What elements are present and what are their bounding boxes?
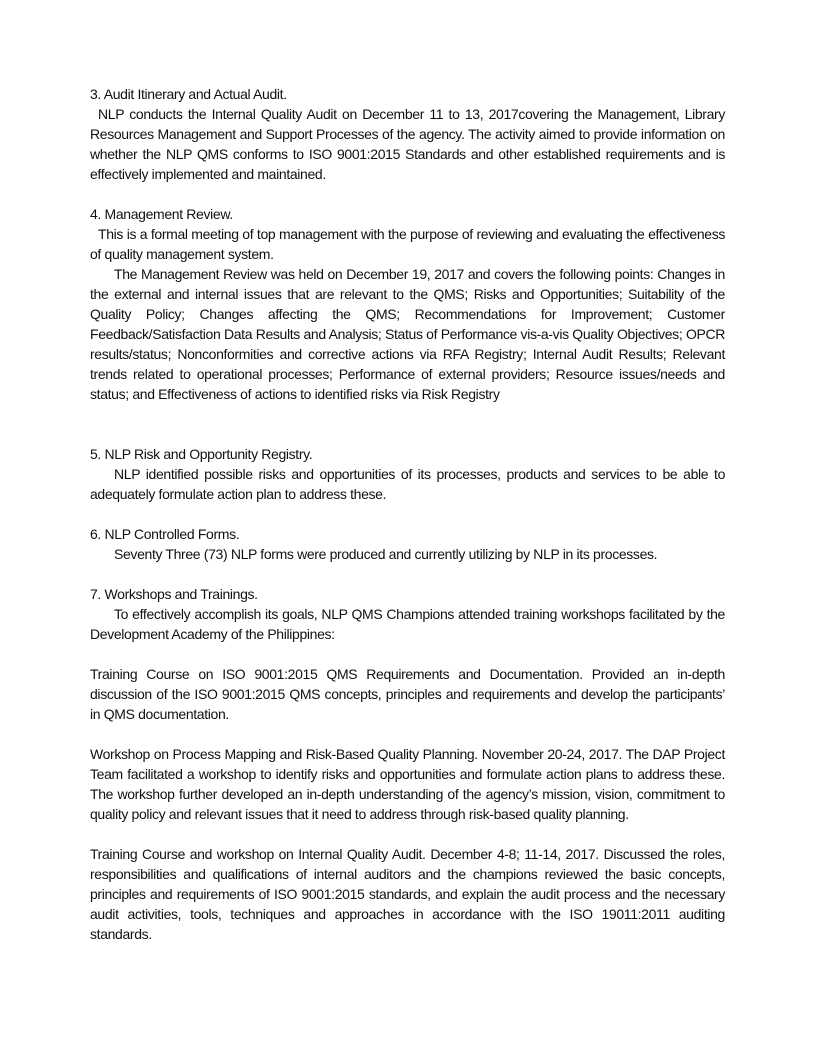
section-heading: 4. Management Review. (90, 206, 233, 222)
section-controlled-forms (90, 524, 725, 564)
section-audit-itinerary (90, 84, 725, 184)
section-paragraph: NLP conducts the Internal Quality Audit on December 11 to 13, 2017covering the Management, Library Resources Management and Support Processes of the agency. The activity aimed to provide information on whether the NLP QMS conforms to ISO 9001:2015 Standards and other established requirements and is effectively implemented and maintained. (90, 106, 725, 182)
section-paragraph: To effectively accomplish its goals, NLP QMS Champions attended training workshops facilitated by the Development Academy of the Philippines: (90, 606, 725, 642)
document-page (90, 84, 725, 944)
section-risk-registry (90, 444, 725, 504)
section-paragraph: This is a formal meeting of top management with the purpose of reviewing and evaluating the effectiveness of quality management system. (90, 226, 725, 262)
section-workshops (90, 584, 725, 644)
section-paragraph: Seventy Three (73) NLP forms were produced and currently utilizing by NLP in its processes. (114, 546, 658, 562)
section-heading: 6. NLP Controlled Forms. (90, 526, 240, 542)
section-management-review (90, 204, 725, 404)
section-paragraph: The Management Review was held on December 19, 2017 and covers the following points: Changes in the external and internal issues that are relevant to the QMS; Risks and Opportunities; Suitability of the Quality Policy; Changes affecting the QMS; Recommendations for Improvement; Customer Feedback/Satisfaction Data Results and Analysis; Status of Performance vis-a-vis Quality Objectives; OPCR results/status; Nonconformities and corrective actions via RFA Registry; Internal Audit Results; Relevant trends related to operational processes; Performance of external providers; Resource issues/needs and status; and Effectiveness of actions to identified risks via Risk Registry (90, 266, 725, 402)
section-heading: 3. Audit Itinerary and Actual Audit. (90, 86, 287, 102)
section-paragraph: NLP identified possible risks and opportunities of its processes, products and services to be able to adequately formulate action plan to address these. (90, 466, 725, 502)
training-item: Training Course and workshop on Internal Quality Audit. December 4-8; 11-14, 2017. Discussed the roles, responsibilities and qualifications of internal auditors and the champions reviewed the basic concepts, principles and requirements of ISO 9001:2015 standards, and explain the audit process and the necessary audit activities, tools, techniques and approaches in accordance with the ISO 19011:2011 auditing standards. (90, 846, 725, 942)
section-heading: 5. NLP Risk and Opportunity Registry. (90, 446, 313, 462)
training-item: Workshop on Process Mapping and Risk-Based Quality Planning. November 20-24, 2017. The DAP Project Team facilitated a workshop to identify risks and opportunities and formulate action plans to address these. The workshop further developed an in-depth understanding of the agency’s mission, vision, commitment to quality policy and relevant issues that it need to address through risk-based quality planning. (90, 746, 725, 822)
section-heading: 7. Workshops and Trainings. (90, 586, 258, 602)
training-item: Training Course on ISO 9001:2015 QMS Requirements and Documentation. Provided an in-depth discussion of the ISO 9001:2015 QMS concepts, principles and requirements and develop the participants’ in QMS documentation. (90, 666, 725, 722)
